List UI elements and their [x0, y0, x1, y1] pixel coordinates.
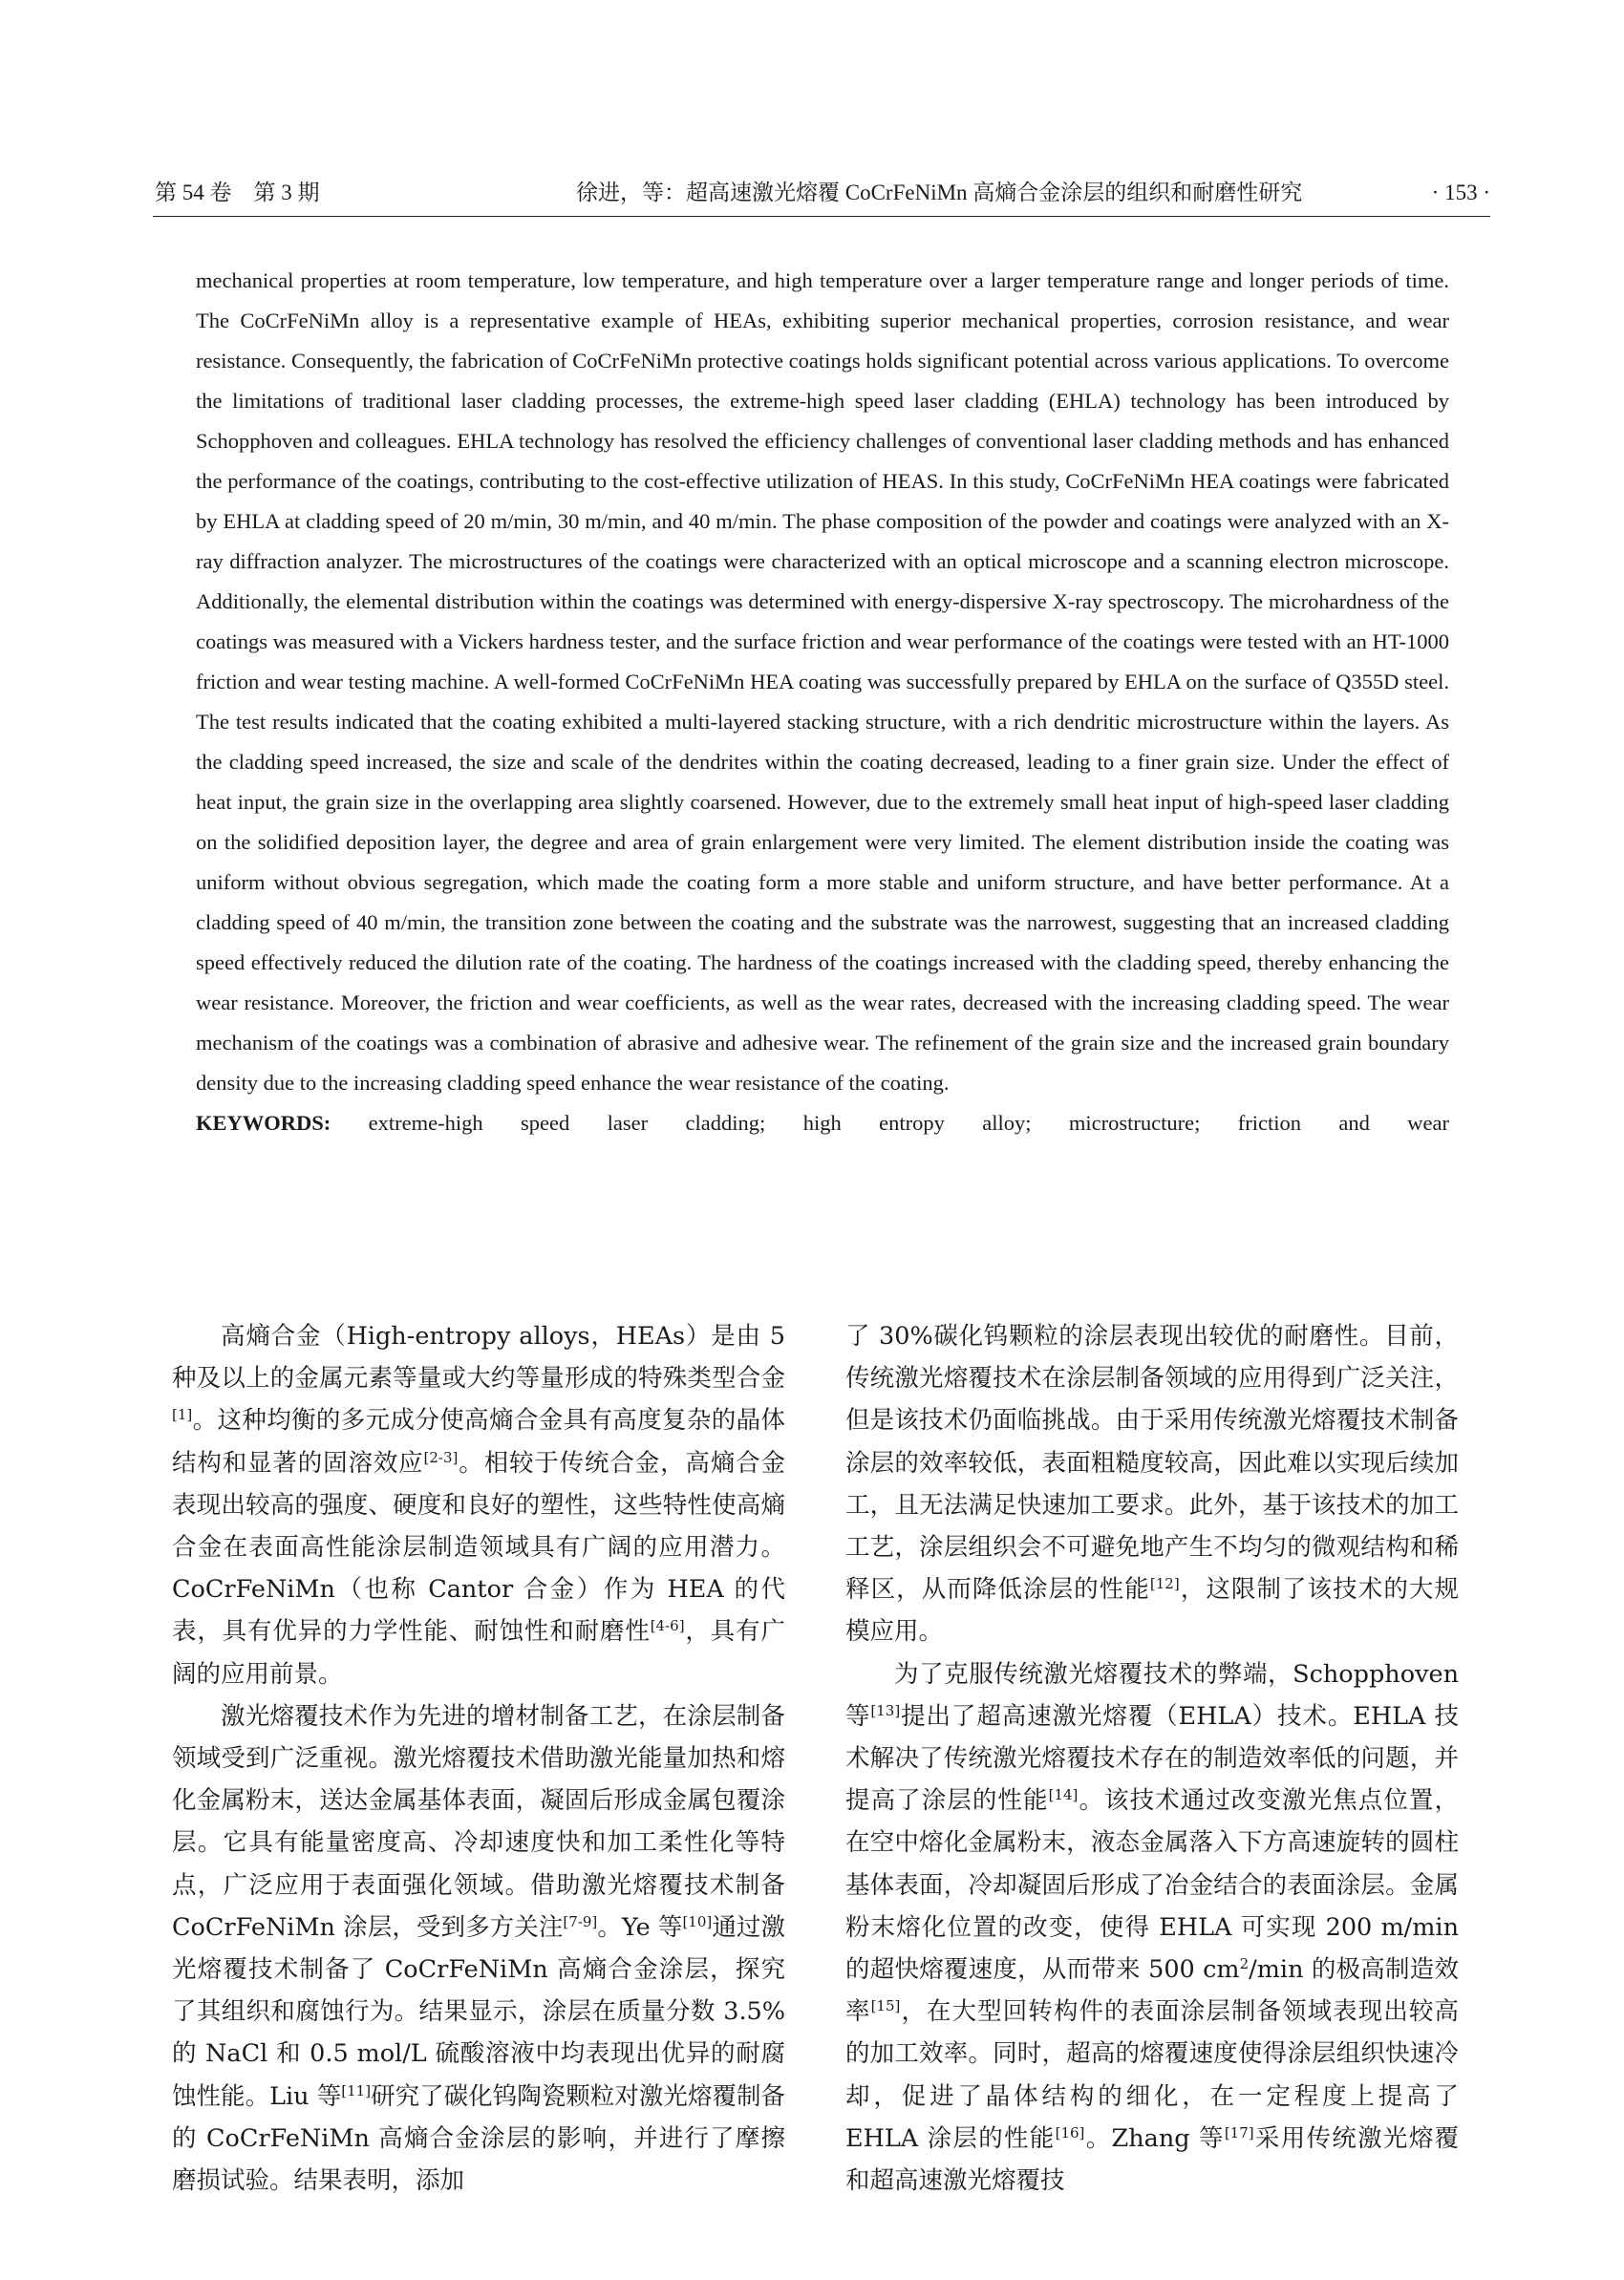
running-header: [153, 178, 1490, 217]
citation: [13]: [870, 1701, 901, 1719]
citation: [10]: [682, 1912, 713, 1930]
body-column-right: [845, 1315, 1459, 2202]
english-abstract: [196, 261, 1449, 1143]
body-paragraph: 了 30%碳化钨颗粒的涂层表现出较优的耐磨性。目前，传统激光熔覆技术在涂层制备领域的应用得到广泛关注，但是该技术仍面临挑战。由于采用传统激光熔覆技术制备涂层的效率较低，表面粗糙度较高，因此难以实现后续加工，且无法满足快速加工要求。此外，基于该技术的加工工艺，涂层组织会不可避免地产生不均匀的微观结构和稀释区，从而降低涂层的性能[12]，这限制了该技术的大规模应用。: [845, 1322, 1459, 1647]
body-column-left: [172, 1315, 785, 2202]
keywords: [196, 1103, 1449, 1143]
superscript: 2: [1239, 1955, 1250, 1973]
citation: [16]: [1055, 2123, 1085, 2141]
citation: [17]: [1224, 2123, 1254, 2141]
journal-volume-issue: 第 54 卷 第 3 期: [155, 181, 320, 204]
citation: [1]: [172, 1406, 193, 1424]
keywords-label: KEYWORDS:: [196, 1111, 331, 1135]
citation: [15]: [870, 1997, 901, 2015]
citation: [2-3]: [423, 1448, 459, 1466]
running-title: 徐进，等：超高速激光熔覆 CoCrFeNiMn 高熵合金涂层的组织和耐磨性研究: [576, 181, 1303, 204]
keywords-list: extreme-high speed laser cladding; high entropy alloy; microstructure; friction and wear: [331, 1111, 1449, 1135]
body-paragraph: 高熵合金（High-entropy alloys，HEAs）是由 5 种及以上的金属元素等量或大约等量形成的特殊类型合金[1]。这种均衡的多元成分使高熵合金具有高度复杂的晶体结构和显著的固溶效应[2-3]。相较于传统合金，高熵合金表现出较高的强度、硬度和良好的塑性，这些特性使高熵合金在表面高性能涂层制造领域具有广阔的应用潜力。CoCrFeNiMn（也称 Cantor 合金）作为 HEA 的代表，具有优异的力学性能、耐蚀性和耐磨性[4-6]，具有广阔的应用前景。: [172, 1322, 785, 1689]
body-paragraph: 激光熔覆技术作为先进的增材制备工艺，在涂层制备领域受到广泛重视。激光熔覆技术借助激光能量加热和熔化金属粉末，送达金属基体表面，凝固后形成金属包覆涂层。它具有能量密度高、冷却速度快和加工柔性化等特点，广泛应用于表面强化领域。借助激光熔覆技术制备 CoCrFeNiMn 涂层，受到多方关注[7-9]。Ye 等[10]通过激光熔覆技术制备了 CoCrFeNiMn 高熵合金涂层，探究了其组织和腐蚀行为。结果显示，涂层在质量分数 3.5%的 NaCl 和 0.5 mol/L 硫酸溶液中均表现出优异的耐腐蚀性能。Liu 等[11]研究了碳化钨陶瓷颗粒对激光熔覆制备的 CoCrFeNiMn 高熵合金涂层的影响，并进行了摩擦磨损试验。结果表明，添加: [172, 1701, 785, 2196]
page-number: · 153 ·: [1431, 181, 1490, 204]
citation: [14]: [1048, 1786, 1079, 1804]
body-paragraph: 为了克服传统激光熔覆技术的弊端，Schopphoven 等[13]提出了超高速激光熔覆（EHLA）技术。EHLA 技术解决了传统激光熔覆技术存在的制造效率低的问题，并提高了涂层的性能[14]。该技术通过改变激光焦点位置，在空中熔化金属粉末，液态金属落入下方高速旋转的圆柱基体表面，冷却凝固后形成了冶金结合的表面涂层。金属粉末熔化位置的改变，使得 EHLA 可实现 200 m/min 的超快熔覆速度，从而带来 500 $cm^2/\min$ 的极高制造效率[15]，在大型回转构件的表面涂层制备领域表现出较高的加工效率。同时，超高的熔覆速度使得涂层组织快速冷却，促进了晶体结构的细化，在一定程度上提高了 EHLA 涂层的性能[16]。Zhang 等[17]采用传统激光熔覆和超高速激光熔覆技: [845, 1659, 1459, 2196]
citation: [11]: [341, 2081, 372, 2099]
citation: [7-9]: [563, 1912, 598, 1930]
citation: [12]: [1149, 1575, 1180, 1593]
citation: [4-6]: [650, 1617, 685, 1635]
abstract-text: mechanical properties at room temperature, low temperature, and high temperature over a larger temperature range and longer periods of time. The CoCrFeNiMn alloy is a representative example of HEAs, exhibiting superior mechanical properties, corrosion resistance, and wear resistance. Consequently, the fabrication of CoCrFeNiMn protective coatings holds significant potential across various applications. To overcome the limitations of traditional laser cladding processes, the extreme-high speed laser cladding (EHLA) technology has been introduced by Schopphoven and colleagues. EHLA technology has resolved the efficiency challenges of conventional laser cladding methods and has enhanced the performance of the coatings, contributing to the cost-effective utilization of HEAS. In this study, CoCrFeNiMn HEA coatings were fabricated by EHLA at cladding speed of 20 m/min, 30 m/min, and 40 m/min. The phase composition of the powder and coatings were analyzed with an X-ray diffraction analyzer. The microstructures of the coatings were characterized with an optical microscope and a scanning electron microscope. Additionally, the elemental distribution within the coatings was determined with energy-dispersive X-ray spectroscopy. The microhardness of the coatings was measured with a Vickers hardness tester, and the surface friction and wear performance of the coatings were tested with an HT-1000 friction and wear testing machine. A well-formed CoCrFeNiMn HEA coating was successfully prepared by EHLA on the surface of Q355D steel. The test results indicated that the coating exhibited a multi-layered stacking structure, with a rich dendritic microstructure within the layers. As the cladding speed increased, the size and scale of the dendrites within the coating decreased, leading to a finer grain size. Under the effect of heat input, the grain size in the overlapping area slightly coarsened. However, due to the extremely small heat input of high-speed laser cladding on the solidified deposition layer, the degree and area of grain enlargement were very limited. The element distribution inside the coating was uniform without obvious segregation, which made the coating form a more stable and uniform structure, and have better performance. At a cladding speed of 40 m/min, the transition zone between the coating and the substrate was the narrowest, suggesting that an increased cladding speed effectively reduced the dilution rate of the coating. The hardness of the coatings increased with the cladding speed, thereby enhancing the wear resistance. Moreover, the friction and wear coefficients, as well as the wear rates, decreased with the increasing cladding speed. The wear mechanism of the coatings was a combination of abrasive and adhesive wear. The refinement of the grain size and the increased grain boundary density due to the increasing cladding speed enhance the wear resistance of the coating.: [196, 268, 1449, 1095]
